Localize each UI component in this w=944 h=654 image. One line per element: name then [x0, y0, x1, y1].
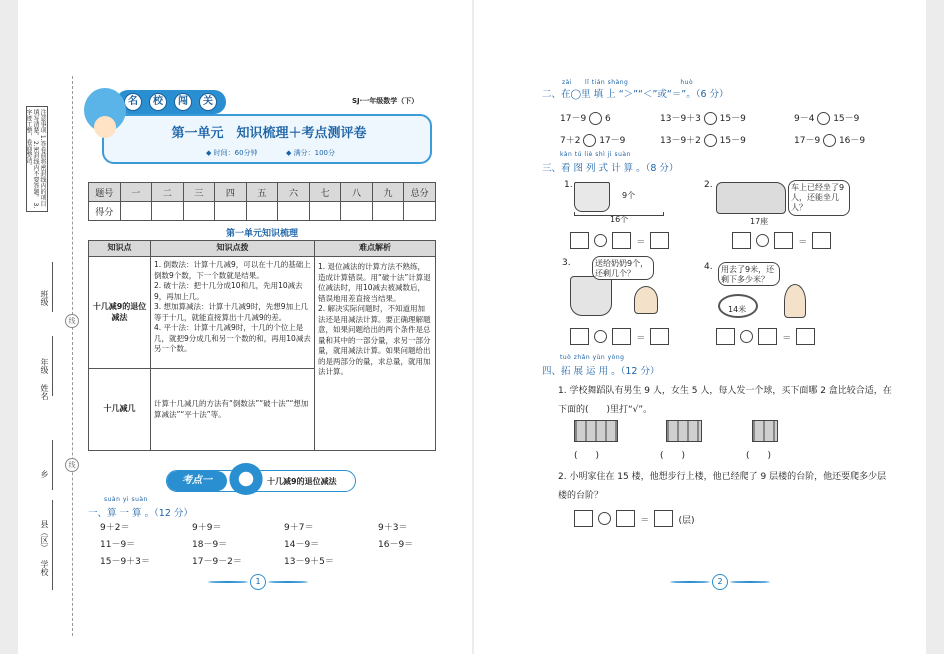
page-number: 2	[712, 574, 728, 590]
time-text: 时间：60分钟	[213, 149, 258, 157]
difficulty-cell	[315, 257, 436, 451]
exam-point-title: 十几减9的退位减法	[267, 477, 337, 486]
operator-circle[interactable]	[594, 330, 607, 343]
question2-equation	[574, 508, 695, 527]
notice-box: 注意事项 1.答卷前将密封线内的项目填写清楚。 2.密封线内不要答题。 3.字迹工整，卷面整洁。	[26, 106, 48, 212]
calc-item[interactable]: 15－9＋3＝	[100, 557, 150, 567]
calc-row	[100, 554, 430, 571]
difficulty-text: 2. 解决实际问题时，不知道用加法还是用减法计算。要正确理解题意，如果问题给出的两个条件是总量和其中的一部分量，求另一部分量，就用减法计算。如果问题给出的是两部分的量，求总量，就用加法计算。	[318, 304, 431, 376]
compare-right: 15－9	[719, 136, 746, 146]
unit-label: (层)	[678, 516, 695, 526]
score-head-cell: 七	[309, 183, 341, 202]
answer-box[interactable]	[612, 328, 631, 345]
answer-box[interactable]	[616, 510, 635, 527]
compare-circle[interactable]	[704, 112, 717, 125]
col-head: 难点解析	[315, 241, 436, 257]
compare-right: 16－9	[838, 136, 866, 146]
score-head-cell: 三	[183, 183, 215, 202]
knowledge-point: 十几减9的退位减法	[89, 257, 151, 369]
answer-box[interactable]	[650, 328, 669, 345]
problem2-num: 2.	[704, 180, 713, 190]
compare-right: 17－9	[599, 136, 626, 146]
answer-box[interactable]	[716, 328, 735, 345]
swirl-icon	[208, 581, 248, 583]
rope-bubble: 用去了9米，还剩下多少米？	[718, 262, 780, 286]
compare-right: 15－9	[719, 114, 746, 124]
problem1-num: 1.	[564, 180, 573, 190]
knowledge-tips	[151, 257, 315, 369]
col-head: 知识点	[89, 241, 151, 257]
score-cell[interactable]	[183, 202, 215, 221]
operator-circle[interactable]	[740, 330, 753, 343]
problem3-equation	[570, 326, 669, 345]
knowledge-tips	[151, 369, 315, 451]
section2-pinyin: zài lǐ tián shàng huò	[562, 79, 694, 86]
apple-basket-icon	[574, 182, 610, 212]
swirl-icon	[730, 581, 770, 583]
score-head-cell: 五	[246, 183, 278, 202]
town-line	[52, 440, 53, 490]
equals-sign: ＝	[782, 334, 792, 344]
ball-box-icon	[574, 420, 618, 442]
section1-grid	[100, 520, 430, 571]
van-icon	[716, 182, 786, 214]
knowledge-table	[88, 240, 436, 451]
operator-circle[interactable]	[756, 234, 769, 247]
swirl-icon	[268, 581, 308, 583]
compare-left: 13－9＋3	[660, 114, 701, 124]
knowledge-header-row	[89, 241, 436, 257]
ball-box-icon	[752, 420, 778, 442]
problem1-total: 16个	[610, 215, 629, 224]
compare-item	[660, 111, 794, 125]
calc-item[interactable]: 9＋9＝	[192, 523, 222, 533]
answer-box[interactable]	[650, 232, 669, 249]
score-head-cell: 二	[152, 183, 184, 202]
question1: 1. 学校舞蹈队有男生 9 人，女生 5 人，每人发一个球，买下面哪 2 盒比较合适，在下面的( )里打“√”。	[558, 386, 892, 415]
choice-paren[interactable]: ( )	[574, 451, 600, 461]
left-page	[18, 0, 472, 654]
compare-item	[660, 133, 794, 147]
compare-left: 7＋2	[560, 136, 581, 146]
answer-box[interactable]	[570, 232, 589, 249]
score-row-label: 得分	[89, 202, 121, 221]
compare-right: 15－9	[833, 114, 860, 124]
section4-title: 四、拓 展 运 用 。（12 分）	[542, 366, 660, 377]
calc-item[interactable]: 14－9＝	[284, 540, 320, 550]
answer-box[interactable]	[612, 232, 631, 249]
calc-item[interactable]: 11－9＝	[100, 540, 136, 550]
ribbon	[116, 90, 226, 114]
class-line	[52, 262, 53, 312]
compare-row	[560, 129, 890, 151]
answer-box[interactable]	[732, 232, 751, 249]
section3-title: 三、看 图 列 式 计 算 。（8 分）	[542, 163, 679, 174]
answer-box[interactable]	[570, 328, 589, 345]
answer-box[interactable]	[812, 232, 831, 249]
compare-circle[interactable]	[823, 134, 836, 147]
ribbon-char: 闯	[174, 93, 192, 111]
equals-sign: ＝	[640, 516, 650, 526]
ball-box-icon	[666, 420, 702, 442]
calc-row	[100, 520, 430, 537]
section3-pinyin: kàn tú liè shì jì suàn	[560, 151, 631, 158]
name-line	[52, 336, 53, 396]
tip-text: 3. 想加算减法：计算十几减9时，先想9加上几等于十几，就能直接算出十几减9的差。	[154, 302, 309, 322]
time-label: ◆ 时间：60分钟	[206, 149, 258, 157]
section1-pinyin: suàn yi suàn	[104, 496, 148, 503]
compare-item	[560, 111, 660, 125]
score-cell[interactable]	[215, 202, 247, 221]
compare-left: 17－9	[794, 136, 821, 146]
town-label: 乡	[40, 470, 49, 478]
ribbon-char: 校	[149, 93, 167, 111]
score-cell[interactable]	[278, 202, 310, 221]
compare-item	[794, 133, 865, 147]
operator-circle[interactable]	[594, 234, 607, 247]
title-box	[102, 114, 432, 164]
section1-title: 一、算 一 算 。（12 分）	[88, 508, 193, 519]
difficulty-text: 1. 退位减法的计算方法不熟练，造成计算错误。用“破十法”计算退位减法时，用10减去被减数后，错误地用差直接当结果。	[318, 262, 431, 303]
knowledge-row	[89, 257, 436, 369]
mascot-icon	[84, 88, 126, 132]
ribbon-char: 名	[124, 93, 142, 111]
compare-left: 9－4	[794, 114, 815, 124]
county-label: 县（区）	[40, 520, 49, 552]
swirl-icon	[670, 581, 710, 583]
subject-label: SJ·一年级数学（下）	[352, 97, 419, 105]
calc-row	[100, 537, 430, 554]
full-score-text: 满分：100分	[293, 149, 335, 157]
score-cell[interactable]	[309, 202, 341, 221]
page-title: 第一单元 知识梳理＋考点测评卷	[171, 126, 367, 141]
choice-paren[interactable]: ( )	[660, 451, 686, 461]
mascot-face-icon	[94, 116, 116, 138]
problem2-equation	[732, 230, 831, 249]
equals-sign: ＝	[636, 334, 646, 344]
score-head-cell: 八	[341, 183, 373, 202]
exam-point-banner	[166, 470, 356, 492]
answer-box[interactable]	[654, 510, 673, 527]
answer-box[interactable]	[574, 510, 593, 527]
question2: 2. 小明家住在 15 楼，他想步行上楼，他已经爬了 9 层楼的台阶，他还要爬多少层楼的台阶？	[558, 472, 887, 501]
score-cell[interactable]	[341, 202, 373, 221]
seal-line	[72, 76, 73, 636]
calc-item[interactable]: 17－9－2＝	[192, 557, 242, 567]
exam-point-label: 考点一	[167, 471, 227, 491]
score-head-cell: 题号	[89, 183, 121, 202]
van-bubble: 车上已经坐了9人，还能坐几人？	[788, 180, 850, 216]
knowledge-point: 十几减几	[89, 369, 151, 451]
ribbon-char: 关	[199, 93, 217, 111]
page-number: 1	[250, 574, 266, 590]
calc-item[interactable]: 9＋7＝	[284, 523, 314, 533]
equals-sign: ＝	[798, 238, 808, 248]
page-number-ornament	[208, 574, 308, 592]
compare-left: 13－9＋2	[660, 136, 701, 146]
tip-text: 4. 平十法：计算十几减9时，十几的个位上是几，就把9分成几和另一个数的和，再用10减去另一个数。	[154, 323, 311, 353]
right-page	[474, 0, 926, 654]
score-head-cell: 四	[215, 183, 247, 202]
answer-box[interactable]	[774, 232, 793, 249]
score-cell[interactable]	[372, 202, 404, 221]
score-cell[interactable]	[246, 202, 278, 221]
tip-text: 计算十几减几的方法有“倒数法”“破十法”“想加算减法”“平十法”等。	[154, 399, 309, 419]
tip-text: 1. 倒数法：计算十几减9，可以在十几的基础上倒数9个数，下一个数就是结果。	[154, 260, 311, 280]
tree-icon	[229, 463, 263, 495]
calc-item[interactable]: 9＋3＝	[378, 523, 408, 533]
compare-circle[interactable]	[589, 112, 602, 125]
compare-row	[560, 107, 890, 129]
problem3-num: 3.	[562, 258, 571, 268]
choice-paren[interactable]: ( )	[746, 451, 772, 461]
problem1-count: 9个	[622, 191, 636, 200]
problem1-equation	[570, 230, 669, 249]
header-banner	[84, 78, 438, 168]
score-head-cell: 一	[120, 183, 152, 202]
calc-item[interactable]: 18－9＝	[192, 540, 228, 550]
score-head-cell: 六	[278, 183, 310, 202]
problem4-equation	[716, 326, 815, 345]
score-header-row	[89, 183, 436, 202]
compare-item	[560, 133, 660, 147]
binding-hole-1: 线	[65, 314, 79, 328]
score-head-cell: 九	[372, 183, 404, 202]
knowledge-title: 第一单元知识梳理	[225, 229, 298, 239]
full-score-label: ◆ 满分：100分	[286, 149, 335, 157]
compare-grid	[560, 107, 890, 151]
operator-circle[interactable]	[598, 512, 611, 525]
binding-hole-2: 线	[65, 458, 79, 472]
section4-pinyin: tuò zhǎn yùn yòng	[560, 354, 625, 361]
col-head: 知识点拨	[151, 241, 315, 257]
girl-icon	[634, 286, 658, 314]
score-row	[89, 202, 436, 221]
compare-circle[interactable]	[583, 134, 596, 147]
problem2-total: 17座	[750, 217, 769, 226]
compare-circle[interactable]	[817, 112, 830, 125]
tip-text: 2. 破十法：把十几分成10和几，先用10减去9，再加上几。	[154, 281, 303, 301]
calc-item[interactable]: 13－9＋5＝	[284, 557, 334, 567]
equals-sign: ＝	[636, 238, 646, 248]
score-cell[interactable]	[152, 202, 184, 221]
compare-right: 6	[604, 114, 611, 124]
score-table	[88, 182, 436, 221]
class-label: 班级	[40, 290, 49, 306]
problem4-length: 14米	[728, 305, 747, 314]
school-line	[52, 500, 53, 590]
score-cell[interactable]	[404, 202, 436, 221]
compare-left: 17－9	[560, 114, 587, 124]
apple-bubble: 送给奶奶9个，还剩几个？	[592, 256, 654, 280]
calc-item[interactable]: 16－9＝	[378, 540, 414, 550]
section2-title: 二、在◯里 填 上 “＞”“＜”或“＝”。（6 分）	[542, 89, 729, 100]
compare-item	[794, 111, 859, 125]
school-label: 学校	[40, 560, 49, 576]
page-number-ornament	[670, 574, 770, 592]
grade-label: 年级	[40, 358, 49, 374]
score-cell[interactable]	[120, 202, 152, 221]
problem4-num: 4.	[704, 262, 713, 272]
calc-item[interactable]: 9＋2＝	[100, 523, 130, 533]
score-head-cell: 总分	[404, 183, 436, 202]
compare-circle[interactable]	[704, 134, 717, 147]
girl-icon	[784, 284, 806, 318]
name-label: 姓名	[40, 384, 49, 400]
answer-box[interactable]	[758, 328, 777, 345]
apple-basket-icon	[570, 276, 612, 316]
answer-box[interactable]	[796, 328, 815, 345]
